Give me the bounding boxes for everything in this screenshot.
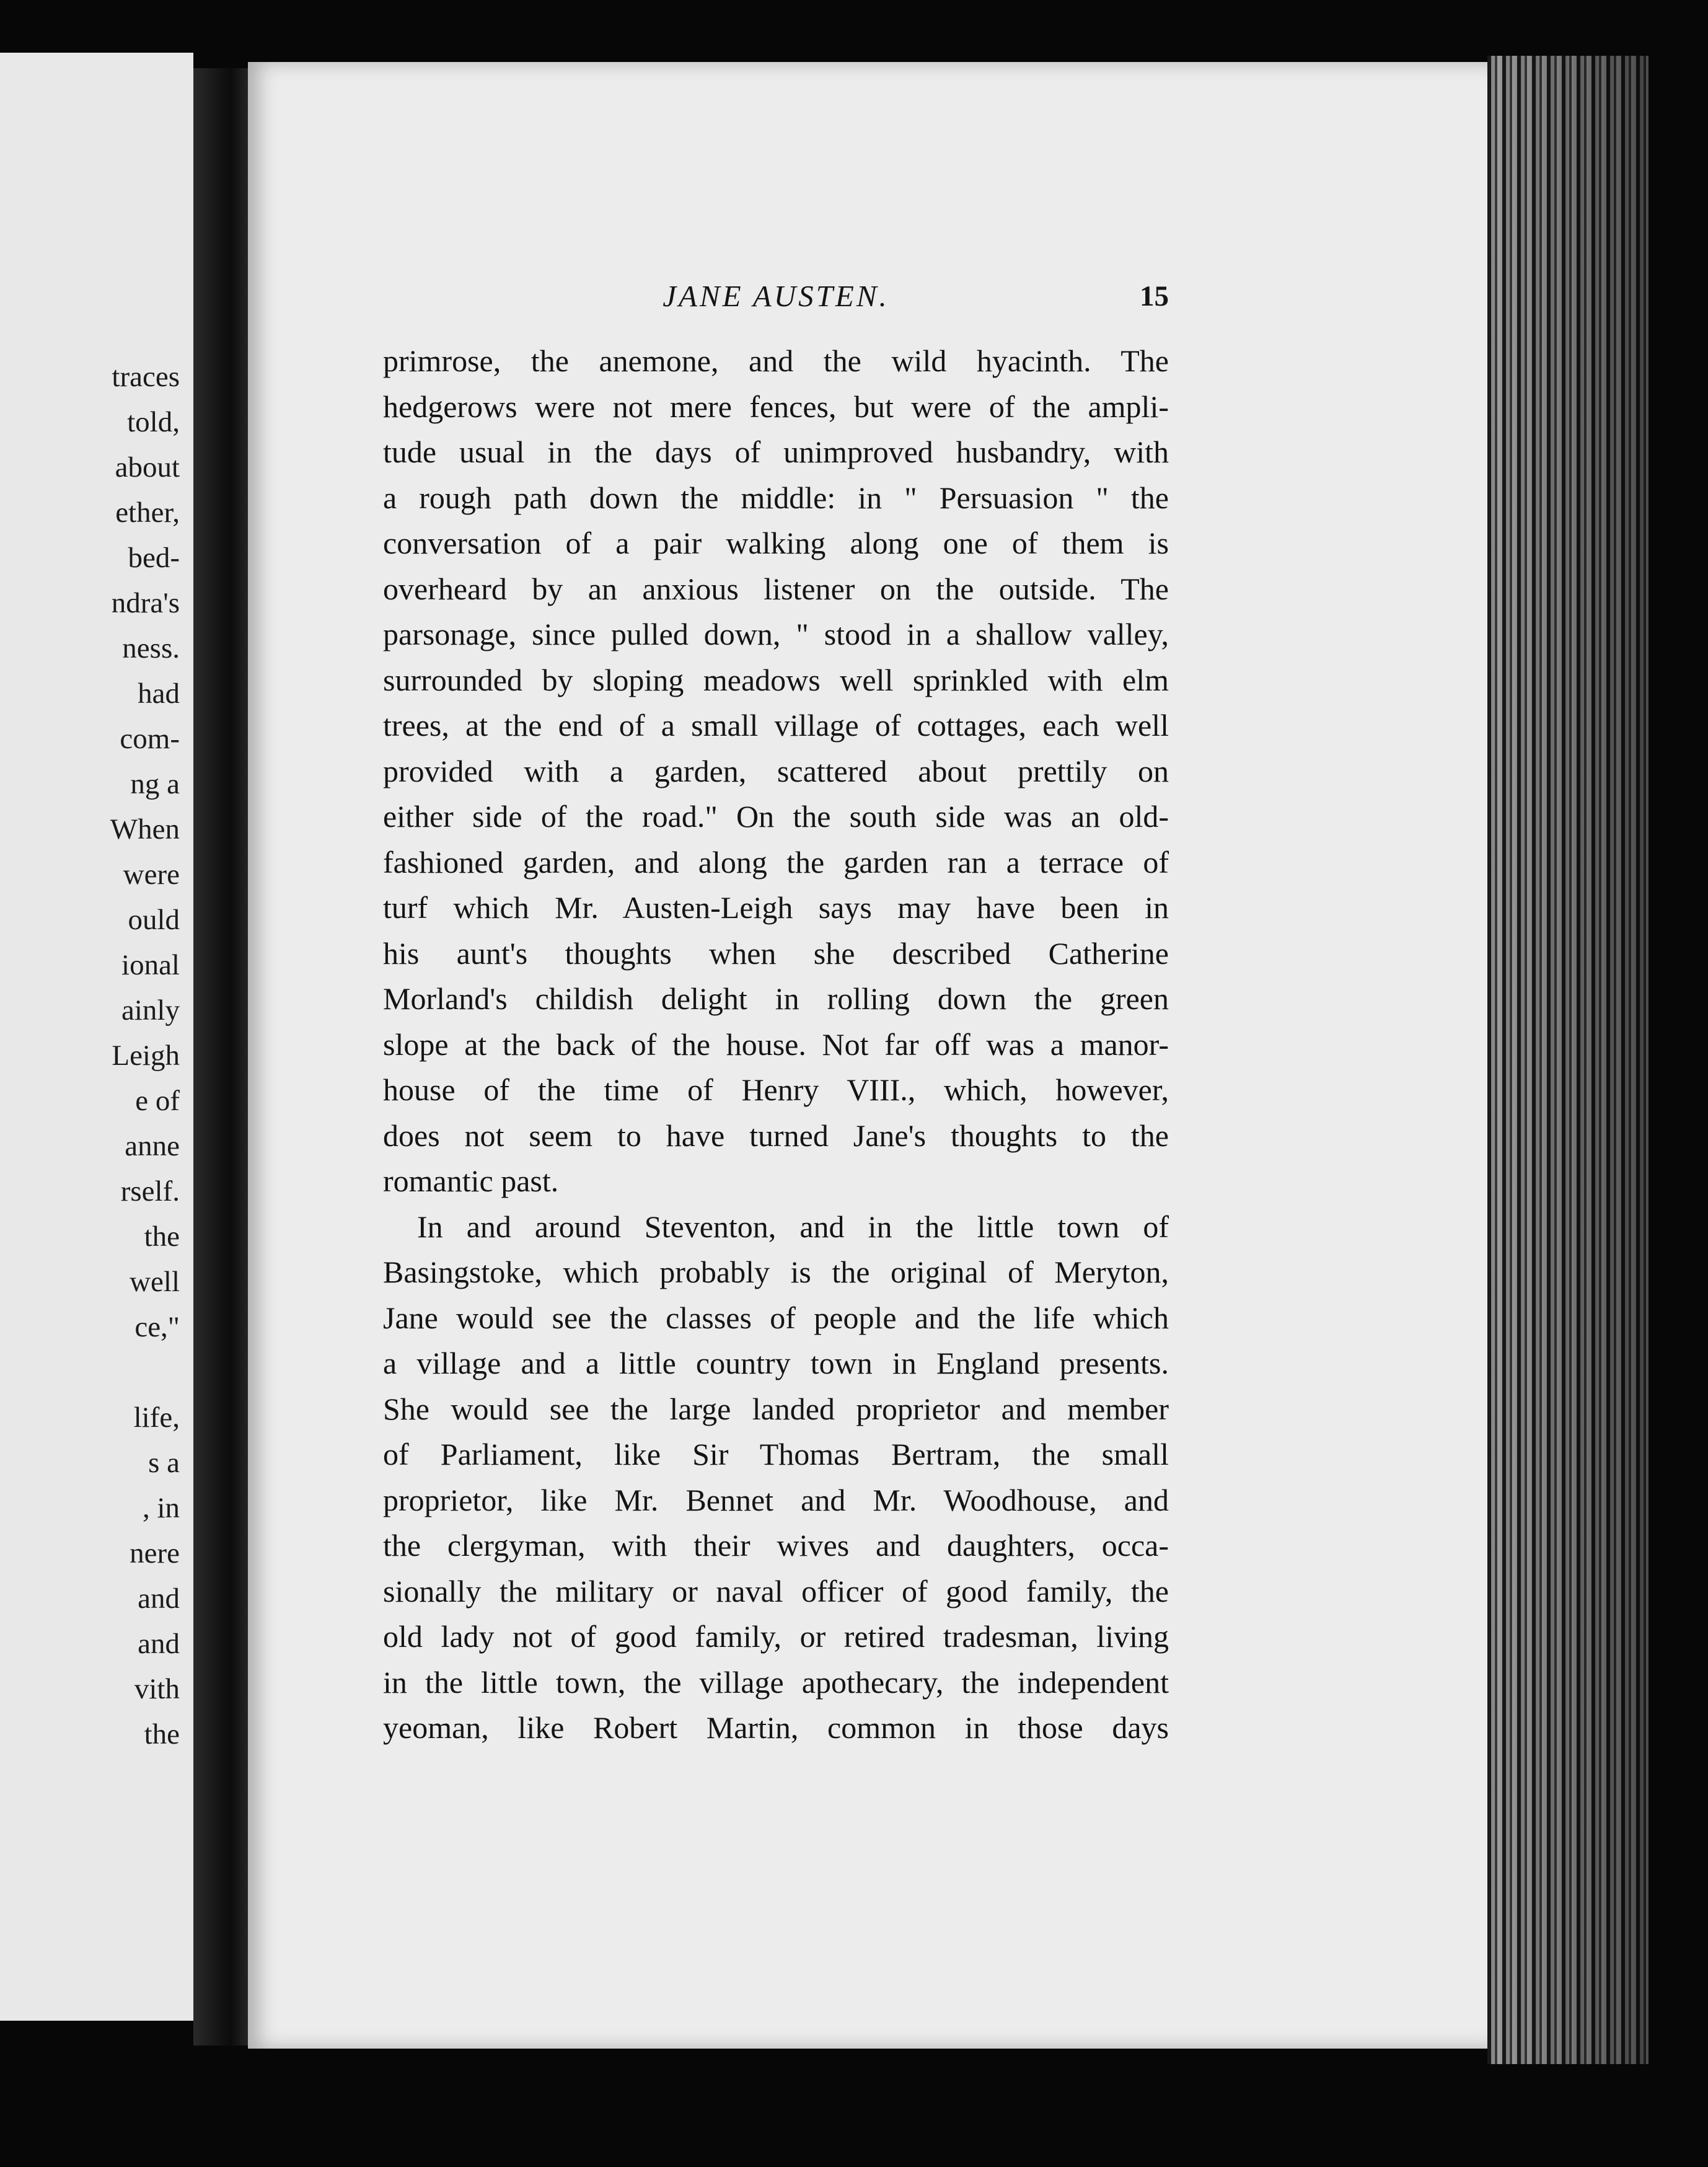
left-page-fragment: Leigh (112, 1039, 180, 1072)
text-line: yeoman, like Robert Martin, common in those days (383, 1710, 1169, 1745)
text-line: of Parliament, like Sir Thomas Bertram, the small (383, 1437, 1169, 1472)
text-line: tude usual in the days of unimproved husbandry, with (383, 435, 1169, 469)
left-page-fragment: e of (135, 1085, 180, 1117)
text-line: conversation of a pair walking along one of them is (383, 526, 1169, 560)
left-page-fragment: ional (121, 949, 180, 981)
running-head-title: JANE AUSTEN. (663, 279, 889, 313)
left-page-fragment: ness. (122, 632, 180, 664)
text-line: parsonage, since pulled down, " stood in a shallow valley, (383, 617, 1169, 651)
left-page-fragment: s a (148, 1447, 180, 1479)
text-line: primrose, the anemone, and the wild hyacinth. The (383, 343, 1169, 378)
left-page-fragment: ainly (121, 994, 180, 1026)
left-page-fragment: traces (112, 361, 180, 393)
text-line: old lady not of good family, or retired tradesman, living (383, 1619, 1169, 1654)
left-page-fragment: ould (128, 904, 180, 936)
text-line: his aunt's thoughts when she described Catherine (383, 935, 1169, 971)
text-line: trees, at the end of a small village of cottages, each well (383, 708, 1169, 743)
left-page-fragment: ether, (115, 497, 180, 529)
text-line: house of the time of Henry VIII., which, however, (383, 1072, 1169, 1107)
text-line: She would see the large landed proprietor and member (383, 1391, 1169, 1426)
left-page-fragment: told, (127, 406, 180, 438)
left-page-fragment: the (144, 1718, 180, 1750)
page-edges (1487, 56, 1649, 2064)
text-line: provided with a garden, scattered about prettily on (383, 753, 1169, 788)
text-line: sionally the military or naval officer of good family, the (383, 1573, 1169, 1609)
left-page-fragment: well (130, 1266, 180, 1298)
running-head (383, 278, 1169, 315)
left-page-fragment: bed- (128, 542, 180, 574)
left-page-fragment: and (138, 1582, 180, 1615)
left-page-fragment: vith (134, 1673, 180, 1705)
text-line: either side of the road." On the south side was an old- (383, 799, 1169, 834)
left-page-fragment: were (123, 858, 180, 891)
text-line: Basingstoke, which probably is the original of Meryton, (383, 1255, 1169, 1289)
text-line: slope at the back of the house. Not far off was a manor- (383, 1026, 1169, 1062)
left-page-fragment: the (144, 1220, 180, 1253)
text-line-paragraph-start: In and around Steventon, and in the little town of (417, 1209, 1169, 1244)
left-page-fragment: When (110, 813, 180, 845)
left-page-fragment: nere (130, 1537, 180, 1569)
text-line: turf which Mr. Austen-Leigh says may have been in (383, 890, 1169, 925)
left-page-fragment: ce," (134, 1311, 180, 1343)
left-page-fragment: ndra's (111, 587, 180, 619)
text-line: surrounded by sloping meadows well sprinkled with elm (383, 662, 1169, 697)
left-page-fragment: , in (142, 1492, 180, 1524)
book-gutter (193, 68, 255, 2046)
body-text (383, 338, 1169, 1751)
left-page-fragment: about (115, 451, 180, 483)
left-page-fragment: rself. (120, 1175, 180, 1207)
text-line: overheard by an anxious listener on the outside. The (383, 571, 1169, 606)
text-line: hedgerows were not mere fences, but were of the ampli- (383, 389, 1169, 424)
left-page-fragment: and (138, 1628, 180, 1660)
text-line-paragraph-end: romantic past. (383, 1163, 559, 1198)
left-page-fragment: anne (125, 1130, 180, 1162)
left-page-fragment: com- (120, 723, 180, 755)
left-page-fragment: life, (133, 1401, 180, 1434)
text-line: proprietor, like Mr. Bennet and Mr. Woodhouse, and (383, 1482, 1169, 1517)
left-page-fragment: had (138, 677, 180, 710)
text-line: a village and a little country town in England presents. (383, 1346, 1169, 1380)
text-line: a rough path down the middle: in " Persuasion " the (383, 480, 1169, 515)
text-line: in the little town, the village apothecary, the independent (383, 1664, 1169, 1700)
text-line: Morland's childish delight in rolling down the green (383, 981, 1169, 1016)
page-number: 15 (1140, 280, 1169, 312)
text-line: Jane would see the classes of people and the life which (383, 1300, 1169, 1335)
text-line: fashioned garden, and along the garden ran a terrace of (383, 844, 1169, 880)
text-line: the clergyman, with their wives and daughters, occa- (383, 1528, 1169, 1563)
left-facing-page (0, 53, 193, 2021)
left-page-fragment: ng a (130, 768, 180, 800)
text-line: does not seem to have turned Jane's thoughts to the (383, 1118, 1169, 1153)
